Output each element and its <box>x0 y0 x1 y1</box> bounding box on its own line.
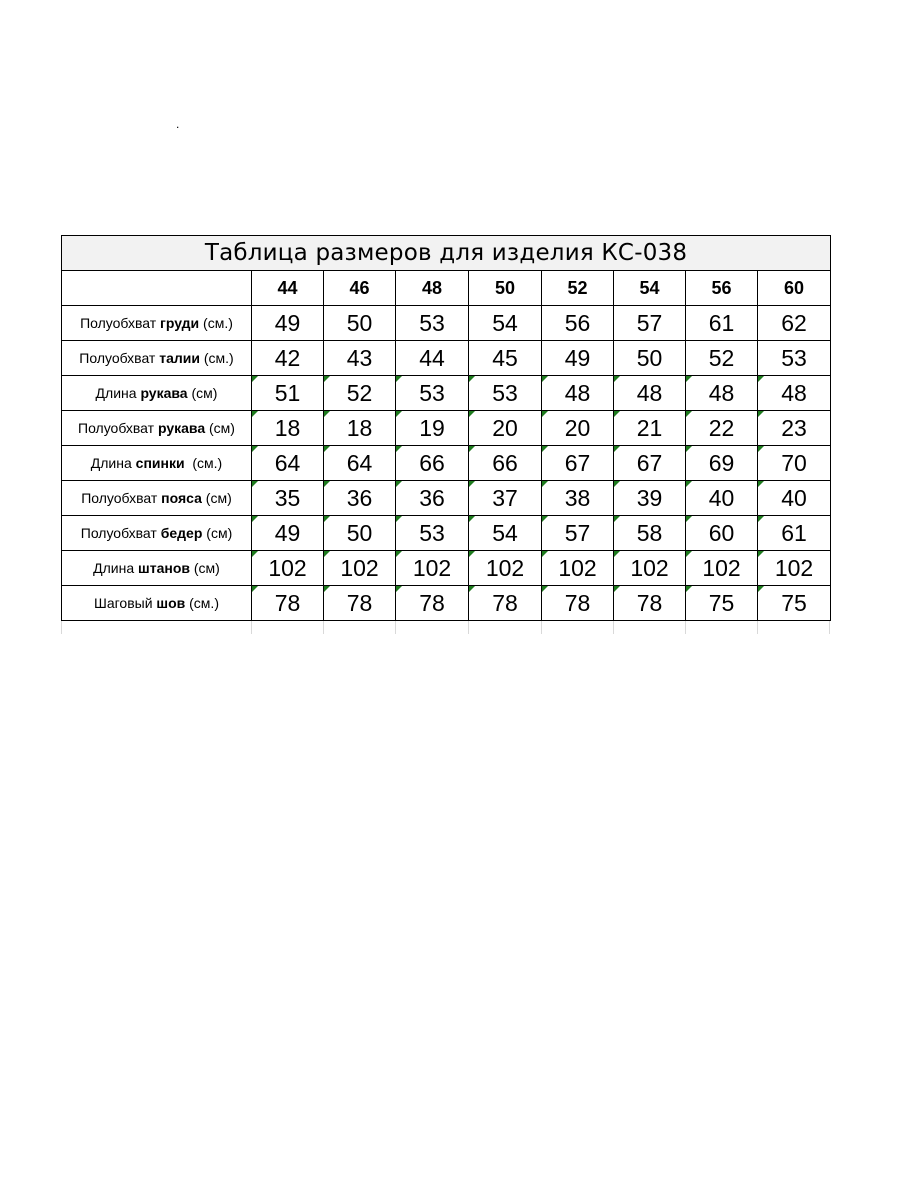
row-label <box>62 306 252 341</box>
row-label-prefix: Полуобхват <box>80 315 161 331</box>
value-cell: 62 <box>758 306 831 341</box>
gridline-stub <box>757 621 758 634</box>
table-title: Таблица размеров для изделия КС-038 <box>62 236 831 271</box>
value-cell: 50 <box>324 306 396 341</box>
value-cell: 67 <box>614 446 686 481</box>
row-label-unit: (см.) <box>185 595 219 611</box>
row-label-unit: (см) <box>201 490 232 506</box>
gridline-stub <box>395 621 396 634</box>
value-cell: 102 <box>324 551 396 586</box>
row-label <box>62 586 252 621</box>
row-label-keyword: бедер <box>160 525 203 541</box>
value-cell: 22 <box>686 411 758 446</box>
value-cell: 70 <box>758 446 831 481</box>
corner-cell <box>62 271 252 306</box>
gridline-stub <box>541 621 542 634</box>
row-label-unit: (см) <box>187 385 218 401</box>
value-cell: 36 <box>324 481 396 516</box>
size-chart <box>61 235 830 634</box>
row-label-keyword: штанов <box>138 560 190 576</box>
size-header-60: 60 <box>758 271 831 306</box>
value-cell: 18 <box>324 411 396 446</box>
value-cell: 45 <box>469 341 542 376</box>
value-cell: 48 <box>614 376 686 411</box>
size-header-46: 46 <box>324 271 396 306</box>
gridline-stub <box>251 621 252 634</box>
value-cell: 36 <box>396 481 469 516</box>
row-label <box>62 341 252 376</box>
value-cell: 61 <box>758 516 831 551</box>
size-header-row <box>62 271 831 306</box>
gridline-stub <box>323 621 324 634</box>
value-cell: 75 <box>686 586 758 621</box>
value-cell: 102 <box>469 551 542 586</box>
value-cell: 43 <box>324 341 396 376</box>
value-cell: 69 <box>686 446 758 481</box>
table-row <box>62 446 831 481</box>
table-row <box>62 411 831 446</box>
value-cell: 78 <box>252 586 324 621</box>
row-label-prefix: Полуобхват <box>81 490 162 506</box>
row-label-keyword: талии <box>159 350 200 366</box>
value-cell: 20 <box>542 411 614 446</box>
table-row <box>62 586 831 621</box>
table-row <box>62 516 831 551</box>
row-label-unit: (см) <box>205 420 235 436</box>
row-label-prefix: Полуобхват <box>78 420 158 436</box>
value-cell: 57 <box>542 516 614 551</box>
row-label-keyword: рукава <box>157 420 206 436</box>
size-header-54: 54 <box>614 271 686 306</box>
gridline-stub <box>685 621 686 634</box>
value-cell: 102 <box>542 551 614 586</box>
value-cell: 53 <box>758 341 831 376</box>
row-label-unit: (см.) <box>199 315 233 331</box>
table-row <box>62 376 831 411</box>
size-header-44: 44 <box>252 271 324 306</box>
value-cell: 78 <box>324 586 396 621</box>
value-cell: 66 <box>396 446 469 481</box>
value-cell: 66 <box>469 446 542 481</box>
row-label-keyword: пояса <box>161 490 202 506</box>
value-cell: 78 <box>542 586 614 621</box>
value-cell: 78 <box>469 586 542 621</box>
row-label-unit: (см.) <box>199 350 234 366</box>
value-cell: 54 <box>469 516 542 551</box>
value-cell: 78 <box>396 586 469 621</box>
value-cell: 40 <box>686 481 758 516</box>
row-label-keyword: шов <box>156 595 186 611</box>
size-header-50: 50 <box>469 271 542 306</box>
value-cell: 58 <box>614 516 686 551</box>
value-cell: 42 <box>252 341 324 376</box>
gridline-stubs <box>61 621 830 634</box>
size-header-52: 52 <box>542 271 614 306</box>
value-cell: 67 <box>542 446 614 481</box>
value-cell: 51 <box>252 376 324 411</box>
value-cell: 64 <box>324 446 396 481</box>
gridline-stub <box>613 621 614 634</box>
size-header-48: 48 <box>396 271 469 306</box>
value-cell: 53 <box>396 306 469 341</box>
value-cell: 40 <box>758 481 831 516</box>
value-cell: 61 <box>686 306 758 341</box>
row-label-prefix: Полуобхват <box>79 350 160 366</box>
row-label-prefix: Полуобхват <box>80 525 161 541</box>
value-cell: 102 <box>758 551 831 586</box>
value-cell: 35 <box>252 481 324 516</box>
table-row <box>62 551 831 586</box>
value-cell: 102 <box>686 551 758 586</box>
size-header-56: 56 <box>686 271 758 306</box>
value-cell: 48 <box>542 376 614 411</box>
value-cell: 49 <box>252 306 324 341</box>
row-label <box>62 481 252 516</box>
row-label <box>62 551 252 586</box>
row-label-keyword: рукава <box>140 385 188 401</box>
value-cell: 48 <box>686 376 758 411</box>
value-cell: 53 <box>396 376 469 411</box>
value-cell: 18 <box>252 411 324 446</box>
value-cell: 48 <box>758 376 831 411</box>
row-label <box>62 516 252 551</box>
row-label-unit: (см) <box>202 525 233 541</box>
value-cell: 54 <box>469 306 542 341</box>
row-label-prefix: Длина <box>90 455 136 471</box>
value-cell: 64 <box>252 446 324 481</box>
value-cell: 56 <box>542 306 614 341</box>
row-label <box>62 376 252 411</box>
value-cell: 102 <box>252 551 324 586</box>
value-cell: 53 <box>396 516 469 551</box>
row-label-prefix: Шаговый <box>94 595 157 611</box>
value-cell: 44 <box>396 341 469 376</box>
value-cell: 39 <box>614 481 686 516</box>
value-cell: 50 <box>614 341 686 376</box>
gridline-stub <box>61 621 62 634</box>
value-cell: 49 <box>542 341 614 376</box>
value-cell: 50 <box>324 516 396 551</box>
value-cell: 23 <box>758 411 831 446</box>
value-cell: 20 <box>469 411 542 446</box>
table-row <box>62 306 831 341</box>
size-table <box>61 235 831 621</box>
value-cell: 52 <box>324 376 396 411</box>
gridline-stub <box>468 621 469 634</box>
gridline-stub <box>829 621 830 634</box>
row-label-keyword: груди <box>160 315 200 331</box>
value-cell: 21 <box>614 411 686 446</box>
value-cell: 38 <box>542 481 614 516</box>
title-row <box>62 236 831 271</box>
row-label <box>62 411 252 446</box>
value-cell: 57 <box>614 306 686 341</box>
value-cell: 52 <box>686 341 758 376</box>
value-cell: 60 <box>686 516 758 551</box>
value-cell: 75 <box>758 586 831 621</box>
value-cell: 102 <box>614 551 686 586</box>
value-cell: 37 <box>469 481 542 516</box>
value-cell: 102 <box>396 551 469 586</box>
row-label-unit: (см) <box>189 560 220 576</box>
row-label-unit: (см.) <box>184 455 223 471</box>
row-label-prefix: Длина <box>93 560 139 576</box>
table-row <box>62 341 831 376</box>
value-cell: 49 <box>252 516 324 551</box>
stray-dot: . <box>176 117 180 131</box>
value-cell: 53 <box>469 376 542 411</box>
row-label-prefix: Длина <box>95 385 141 401</box>
table-row <box>62 481 831 516</box>
row-label-keyword: спинки <box>135 455 185 471</box>
row-label <box>62 446 252 481</box>
value-cell: 19 <box>396 411 469 446</box>
value-cell: 78 <box>614 586 686 621</box>
